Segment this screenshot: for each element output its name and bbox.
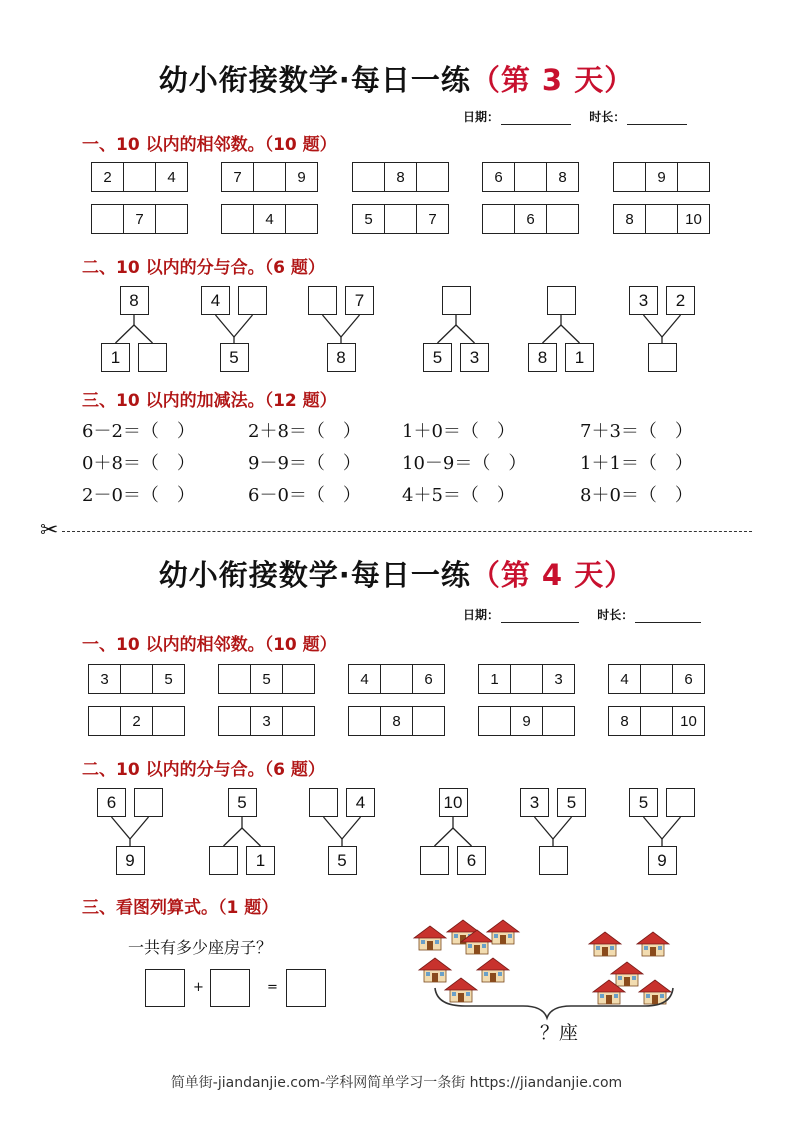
- number-cell: 4: [253, 205, 285, 233]
- equation[interactable]: 9－9＝（ ）: [248, 453, 361, 474]
- number-cell: 5: [152, 665, 184, 693]
- number-cell: 4: [620, 670, 629, 688]
- house-icon: [611, 962, 643, 986]
- day3-section2-heading: 二、10 以内的分与合。（6 题）: [82, 258, 325, 278]
- scissors-icon: ✂: [40, 518, 59, 543]
- house-icon: [419, 958, 451, 982]
- number-cell: 10: [672, 707, 704, 735]
- answer-box[interactable]: [134, 788, 163, 817]
- day4-date-label: 日期：: [463, 608, 500, 622]
- number-cell: 3: [100, 670, 109, 688]
- equation[interactable]: 2－0＝（ ）: [82, 485, 195, 506]
- number-box: 1: [101, 343, 130, 372]
- number-cell: 7: [416, 205, 448, 233]
- day3-date-label: 日期：: [463, 110, 500, 124]
- day3-section3-heading: 三、10 以内的加减法。（12 题）: [82, 391, 337, 411]
- answer-box[interactable]: [666, 788, 695, 817]
- number-cell: 6: [672, 665, 704, 693]
- day4-title-day: （第 4 天）: [470, 558, 635, 592]
- answer-box[interactable]: [539, 846, 568, 875]
- day4-duration-label: 时长：: [597, 608, 634, 622]
- number-box: 4: [201, 286, 230, 315]
- equation[interactable]: 1＋1＝（ ）: [580, 453, 693, 474]
- plus-sign: +: [193, 980, 204, 995]
- number-box: 5: [328, 846, 357, 875]
- number-cell: 7: [233, 168, 242, 186]
- answer-box-3[interactable]: [286, 969, 326, 1007]
- number-cell: 7: [123, 205, 155, 233]
- number-cell: 8: [380, 707, 412, 735]
- number-cell: 5: [250, 665, 282, 693]
- answer-box-1[interactable]: [145, 969, 185, 1007]
- number-cell: 10: [677, 205, 709, 233]
- equation[interactable]: 10－9＝（ ）: [402, 453, 527, 474]
- number-box: 9: [116, 846, 145, 875]
- answer-box[interactable]: [420, 846, 449, 875]
- number-cell: 8: [620, 712, 629, 730]
- number-box: 6: [457, 846, 486, 875]
- equation[interactable]: 0＋8＝（ ）: [82, 453, 195, 474]
- number-cell: 9: [510, 707, 542, 735]
- number-box: 9: [648, 846, 677, 875]
- number-box: 5: [629, 788, 658, 817]
- number-box: 7: [345, 286, 374, 315]
- number-cell: 2: [103, 168, 112, 186]
- number-cell: 9: [285, 163, 317, 191]
- number-box: 8: [528, 343, 557, 372]
- day4-section1-heading: 一、10 以内的相邻数。（10 题）: [82, 635, 337, 655]
- number-cell: 3: [250, 707, 282, 735]
- number-cell: 4: [360, 670, 369, 688]
- house-icon: [637, 932, 669, 956]
- number-box: 5: [220, 343, 249, 372]
- number-box: 3: [629, 286, 658, 315]
- number-box: 8: [327, 343, 356, 372]
- equation[interactable]: 4＋5＝（ ）: [402, 485, 515, 506]
- house-icon: [589, 932, 621, 956]
- house-icon: [487, 920, 519, 944]
- number-box: 1: [246, 846, 275, 875]
- number-box: 5: [557, 788, 586, 817]
- number-cell: 9: [645, 163, 677, 191]
- day3-duration-label: 时长：: [589, 110, 626, 124]
- day4-section2-heading: 二、10 以内的分与合。（6 题）: [82, 760, 325, 780]
- equation[interactable]: 1＋0＝（ ）: [402, 421, 515, 442]
- equation[interactable]: 8＋0＝（ ）: [580, 485, 693, 506]
- number-box: 3: [460, 343, 489, 372]
- number-cell: 5: [364, 210, 373, 228]
- number-cell: 6: [514, 205, 546, 233]
- day4-question: 一共有多少座房子？: [128, 938, 273, 957]
- number-cell: 8: [546, 163, 578, 191]
- house-icon: [477, 958, 509, 982]
- house-icon: [445, 978, 477, 1002]
- number-box: 2: [666, 286, 695, 315]
- number-box: 4: [346, 788, 375, 817]
- equation[interactable]: 2＋8＝（ ）: [248, 421, 361, 442]
- equation[interactable]: 6－2＝（ ）: [82, 421, 195, 442]
- equation[interactable]: 6－0＝（ ）: [248, 485, 361, 506]
- number-cell: 1: [490, 670, 499, 688]
- number-box: 10: [439, 788, 468, 817]
- equation[interactable]: 7＋3＝（ ）: [580, 421, 693, 442]
- footer-text: 简单街-jiandanjie.com-学科网简单学习一条街 https://jiandanjie.com: [170, 1075, 623, 1091]
- day3-title-day: （第 3 天）: [470, 63, 635, 97]
- number-box: 5: [423, 343, 452, 372]
- number-cell: 6: [412, 665, 444, 693]
- number-cell: 8: [384, 163, 416, 191]
- number-cell: 2: [120, 707, 152, 735]
- number-box: 3: [520, 788, 549, 817]
- day3-title-text: 幼小衔接数学·每日一练: [158, 63, 471, 97]
- house-icon: [414, 926, 446, 950]
- equals-sign: =: [267, 980, 278, 995]
- brace-label: ？座: [540, 1022, 579, 1044]
- number-cell: 8: [625, 210, 634, 228]
- number-box: 1: [565, 343, 594, 372]
- number-box: 8: [120, 286, 149, 315]
- number-box: 5: [228, 788, 257, 817]
- day4-title-text: 幼小衔接数学·每日一练: [158, 558, 471, 592]
- answer-box[interactable]: [209, 846, 238, 875]
- answer-box-2[interactable]: [210, 969, 250, 1007]
- number-cell: 6: [494, 168, 503, 186]
- day3-section1-heading: 一、10 以内的相邻数。（10 题）: [82, 135, 337, 155]
- number-cell: 4: [155, 163, 187, 191]
- number-cell: 3: [542, 665, 574, 693]
- day4-section3-heading: 三、看图列算式。（1 题）: [82, 898, 279, 918]
- number-box: 6: [97, 788, 126, 817]
- answer-box[interactable]: [309, 788, 338, 817]
